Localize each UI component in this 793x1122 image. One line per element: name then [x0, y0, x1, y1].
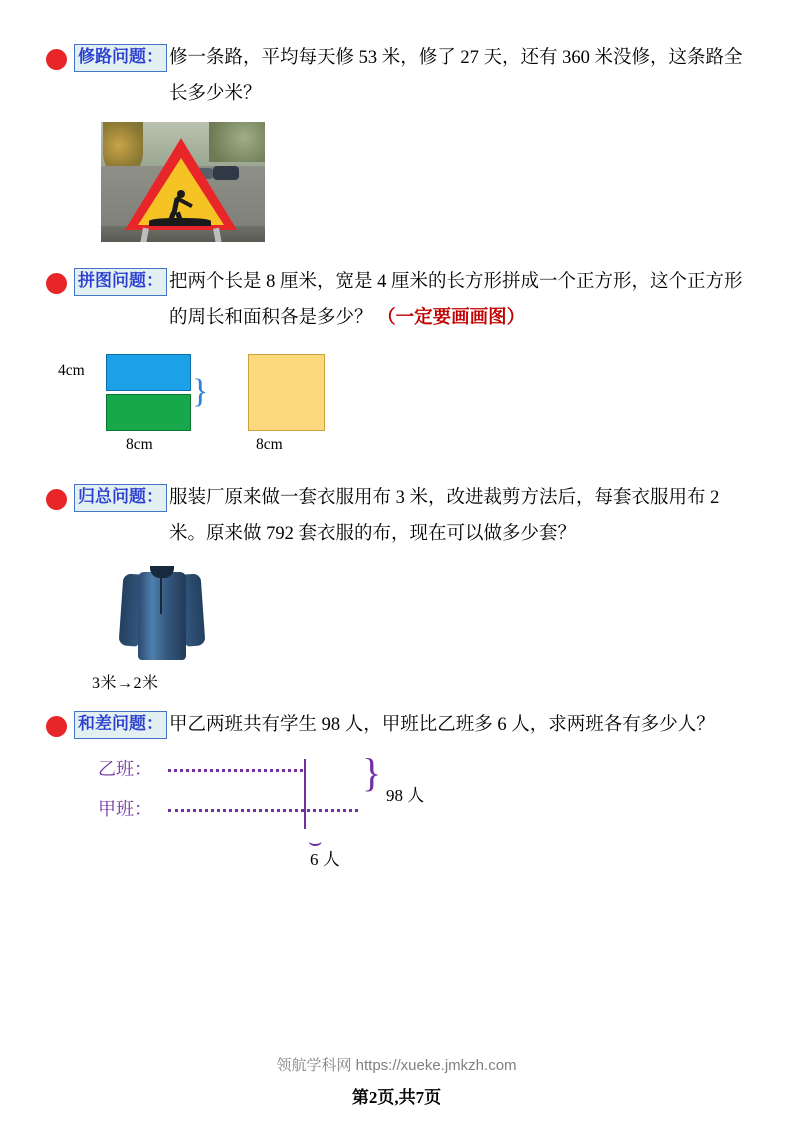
- road-construction-sign-image: [101, 122, 265, 242]
- problem-2-tag: 拼图问题：: [74, 268, 167, 296]
- page-number: 第2页,共7页: [351, 1088, 442, 1107]
- red-dot-icon: [46, 489, 67, 510]
- red-dot-icon: [46, 716, 67, 737]
- problem-4-tag: 和差问题：: [74, 711, 167, 739]
- square-side-label: 8cm: [256, 436, 283, 454]
- page-footer: [0, 1054, 793, 1108]
- section-spacer: [46, 242, 747, 264]
- difference-label: 6 人: [310, 850, 340, 870]
- difference-brace-icon: ⌣: [308, 829, 323, 855]
- problem-1: [46, 40, 747, 242]
- row1-label: 乙班：: [98, 759, 152, 780]
- shirt-torso: [138, 572, 186, 660]
- rect-width-label: 4cm: [58, 362, 85, 380]
- shirt-caption: 3米→2米: [92, 675, 159, 693]
- watermark-text: 领航学科网 https://xueke.jmkzh.com: [276, 1057, 517, 1074]
- rectangles-figure: [52, 346, 747, 466]
- shirt-placket: [160, 574, 162, 614]
- total-brace-icon: }: [362, 750, 382, 796]
- shirt-image: [102, 560, 222, 670]
- section-spacer: [46, 466, 747, 480]
- row2-bar: [168, 809, 358, 812]
- problem-2-body: 把两个长是 8 厘米，宽是 4 厘米的长方形拼成一个正方形，这个正方形的周长和面积各是多少？: [169, 272, 743, 329]
- total-label: 98 人: [386, 786, 425, 806]
- rect-length-label-left: 8cm: [126, 436, 153, 454]
- problem-3-text: 服装厂原来做一套衣服用布 3 米，改进裁剪方法后，每套衣服用布 2 米。原来做 792 套衣服的布，现在可以做多少套？: [169, 488, 720, 545]
- sum-difference-diagram: [56, 749, 747, 884]
- problem-1-question-line: [46, 40, 747, 112]
- problem-3-question-line: [46, 480, 747, 552]
- problem-3: [46, 480, 747, 693]
- red-dot-icon: [46, 49, 67, 70]
- warning-sign-icon: [125, 138, 237, 234]
- problem-2-text: [169, 264, 747, 336]
- problem-2: [46, 264, 747, 466]
- row1-bar: [168, 769, 303, 772]
- problem-2-note: （一定要画画图）: [377, 308, 526, 329]
- problem-3-tag: 归总问题：: [74, 484, 167, 512]
- problem-2-question-line: [46, 264, 747, 336]
- problem-1-text: 修一条路，平均每天修 53 米，修了 27 天，还有 360 米没修，这条路全长多少米？: [169, 48, 743, 105]
- brace-icon: }: [192, 373, 209, 411]
- divider-line: [304, 759, 306, 829]
- dirt-mound-shape: [149, 218, 211, 226]
- yellow-square-shape: [248, 354, 325, 431]
- problem-4: [46, 707, 747, 884]
- section-spacer: [46, 693, 747, 707]
- shirt-icon: [120, 562, 204, 662]
- problem-4-text: 甲乙两班共有学生 98 人，甲班比乙班多 6 人，求两班各有多少人？: [169, 715, 715, 736]
- row2-label: 甲班：: [98, 799, 152, 820]
- problem-1-tag: 修路问题：: [74, 44, 167, 72]
- blue-rectangle-shape: [106, 354, 191, 391]
- green-rectangle-shape: [106, 394, 191, 431]
- red-dot-icon: [46, 273, 67, 294]
- problem-4-question-line: [46, 707, 747, 743]
